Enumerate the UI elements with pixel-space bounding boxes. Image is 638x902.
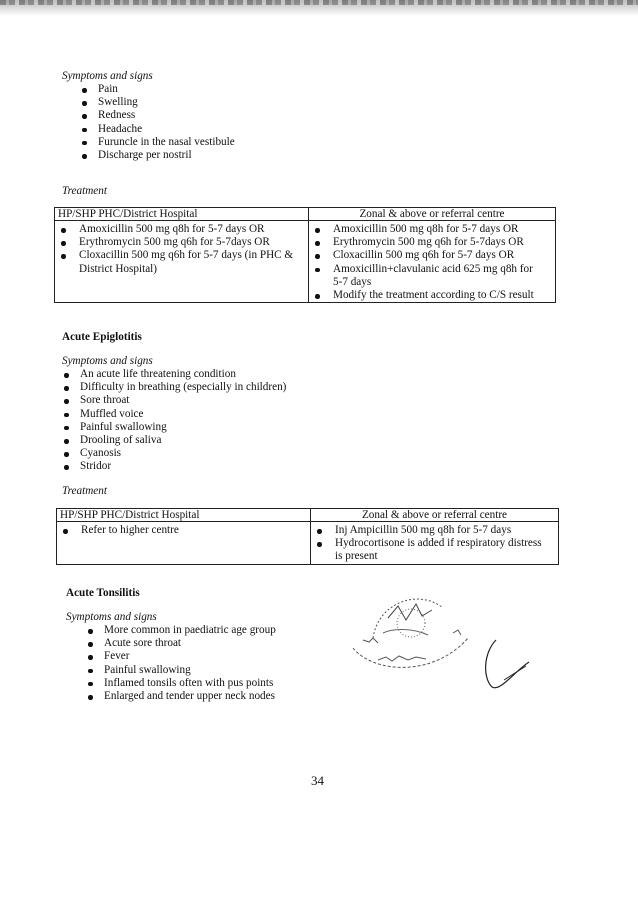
list-item: Hydrocortisone is added if respiratory distress is present	[311, 537, 558, 563]
list-item: Muffled voice	[62, 408, 286, 421]
list-item: Amoxicillin+clavulanic acid 625 mg q8h for 5-7 days	[309, 263, 555, 289]
list-item: Cloxacillin 500 mg q6h for 5-7 days (in PHC & District Hospital)	[55, 249, 308, 275]
list-item: Difficulty in breathing (especially in children)	[62, 381, 286, 394]
section-title-epiglotitis: Acute Epiglotitis	[62, 331, 142, 343]
table-header-right: Zonal & above or referral centre	[309, 208, 556, 221]
symptoms-heading-3: Symptoms and signs	[66, 611, 157, 623]
list-item: Drooling of saliva	[62, 434, 286, 447]
section-title-tonsilitis: Acute Tonsilitis	[66, 587, 140, 599]
symptoms-heading-2: Symptoms and signs	[62, 355, 153, 367]
table-cell-right	[309, 221, 556, 303]
table-cell-left	[55, 221, 309, 303]
list-item: Painful swallowing	[86, 664, 276, 677]
list-item: Headache	[80, 123, 235, 136]
list-item: Cloxacillin 500 mg q6h for 5-7 days OR	[309, 249, 555, 262]
table-header-left: HP/SHP PHC/District Hospital	[57, 509, 311, 522]
official-stamp	[333, 578, 483, 688]
list-item: Amoxicillin 500 mg q8h for 5-7 days OR	[55, 223, 308, 236]
treatment-heading-2: Treatment	[62, 485, 107, 497]
list-item: Fever	[86, 650, 276, 663]
scan-artifact-noise	[0, 0, 638, 5]
list-item: Acute sore throat	[86, 637, 276, 650]
list-item: Modify the treatment according to C/S result	[309, 289, 555, 302]
list-item: Cyanosis	[62, 447, 286, 460]
list-item: Sore throat	[62, 394, 286, 407]
treatment-heading-1: Treatment	[62, 185, 107, 197]
table-cell-right	[311, 522, 559, 565]
list-item: Painful swallowing	[62, 421, 286, 434]
list-item: Swelling	[80, 96, 235, 109]
list-item: More common in paediatric age group	[86, 624, 276, 637]
treatment-table-2	[56, 508, 559, 565]
symptoms-list-1	[80, 83, 235, 162]
treatment-table-1	[54, 207, 556, 303]
list-item: Erythromycin 500 mg q6h for 5-7days OR	[55, 236, 308, 249]
list-item: Redness	[80, 109, 235, 122]
list-item: Inj Ampicillin 500 mg q8h for 5-7 days	[311, 524, 558, 537]
list-item: Stridor	[62, 460, 286, 473]
list-item: Discharge per nostril	[80, 149, 235, 162]
list-item: Amoxicillin 500 mg q8h for 5-7 days OR	[309, 223, 555, 236]
list-item: Pain	[80, 83, 235, 96]
list-item: Erythromycin 500 mg q6h for 5-7days OR	[309, 236, 555, 249]
list-item: Refer to higher centre	[57, 524, 310, 537]
list-item: Furuncle in the nasal vestibule	[80, 136, 235, 149]
signature	[474, 632, 534, 692]
symptoms-list-2	[62, 368, 286, 474]
list-item: An acute life threatening condition	[62, 368, 286, 381]
table-header-right: Zonal & above or referral centre	[311, 509, 559, 522]
table-cell-left	[57, 522, 311, 565]
symptoms-heading-1: Symptoms and signs	[62, 70, 153, 82]
list-item: Enlarged and tender upper neck nodes	[86, 690, 276, 703]
page-number: 34	[311, 773, 324, 788]
list-item: Inflamed tonsils often with pus points	[86, 677, 276, 690]
symptoms-list-3	[86, 624, 276, 703]
table-header-left: HP/SHP PHC/District Hospital	[55, 208, 309, 221]
